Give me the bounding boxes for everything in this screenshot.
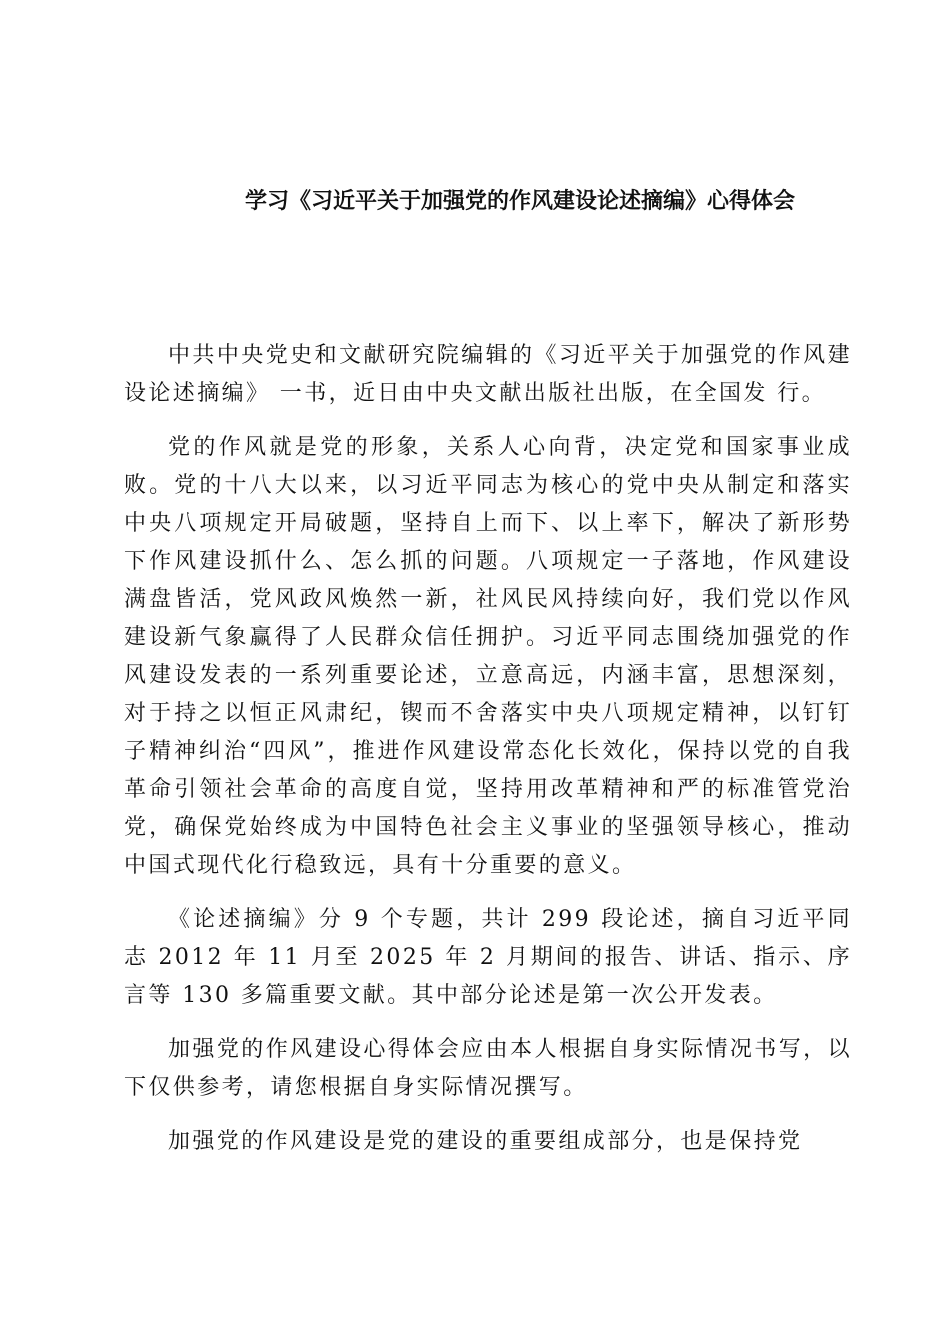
paragraph-party-conduct: 党的作风就是党的形象，关系人心向背，决定党和国家事业成败。党的十八大以来，以习近平同志为核心的党中央从制定和落实中央八项规定开局破题，坚持自上而下、以上率下，解决了新形势下作风建设抓什么、怎么抓的问题。八项规定一子落地，作风建设满盘皆活，党风政风焕然一新，社风民风持续向好，我们党以作风建设新气象赢得了人民群众信任拥护。习近平同志围绕加强党的作风建设发表的一系列重要论述，立意高远，内涵丰富，思想深刻，对于持之以恒正风肃纪，锲而不舍落实中央八项规定精神，以钉钉子精神纠治“四风”，推进作风建设常态化长效化，保持以党的自我革命引领社会革命的高度自觉，坚持用改革精神和严的标准管党治党，确保党始终成为中国特色社会主义事业的坚强领导核心，推动中国式现代化行稳致远，具有十分重要的意义。 xyxy=(124,435,852,878)
document-title: 学习《习近平关于加强党的作风建设论述摘编》心得体会 xyxy=(244,189,795,214)
paragraph-publication-notice: 中共中央党史和文献研究院编辑的《习近平关于加强党的作风建设论述摘编》 一书，近日由中央文献出版社出版，在全国发 行。 xyxy=(124,343,852,406)
paragraph-essay-start: 加强党的作风建设是党的建设的重要组成部分，也是保持党 xyxy=(168,1129,803,1154)
paragraph-reference-note: 加强党的作风建设心得体会应由本人根据自身实际情况书写，以下仅供参考，请您根据自身实际情况撰写。 xyxy=(124,1037,852,1100)
paragraph-compilation-contents: 《论述摘编》分 9 个专题，共计 299 段论述，摘自习近平同 志 2012 年 11 月至 2025 年 2 月期间的报告、讲话、指示、序言等 130 多篇重要文献。其中部分论述是第一次公开发表。 xyxy=(124,907,877,1008)
document-body xyxy=(124,337,877,1177)
